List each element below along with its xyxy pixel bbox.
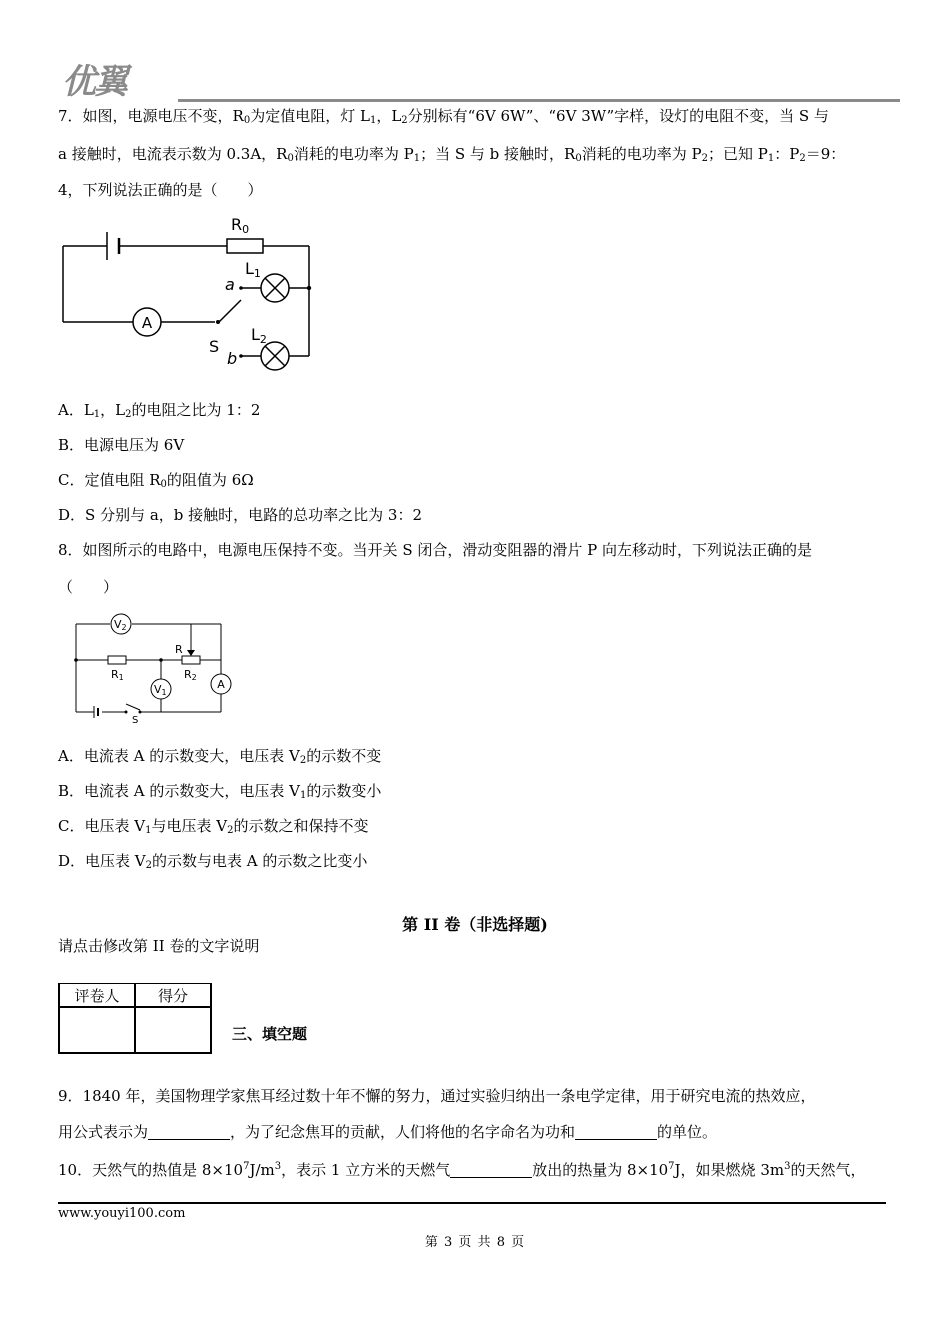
header-rule <box>178 99 900 102</box>
footer-url: www.youyi100.com <box>58 1206 186 1221</box>
q7-option-c: C．定值电阻 $R_0$的阻值为 6Ω <box>58 471 254 490</box>
q7-circuit-diagram <box>55 208 325 378</box>
svg-text:b: b <box>227 349 238 368</box>
svg-text:L2: L2 <box>251 325 267 346</box>
q7-line-2: a 接触时，电流表示数为 0.3A，$R_0$消耗的电功率为 $P_1$；当 S 与 b 接触时，$R_0$消耗的电功率为 $P_2$；已知 $P_1$：$P_2=9$： <box>58 145 846 164</box>
q7-option-b: B．电源电压为 6V <box>58 436 185 454</box>
svg-text:S: S <box>209 337 220 356</box>
svg-text:A: A <box>141 314 153 332</box>
q7-line-1: 7．如图，电源电压不变，$R_0$为定值电阻，灯 $L_1$，$L_2$分别标有“6V 6W”、“6V 3W”字样，设灯的电阻不变，当 S 与 <box>58 107 829 126</box>
answer-blank <box>450 1162 532 1178</box>
score-table-header-score: 得分 <box>135 984 211 1008</box>
q8-option-a: A．电流表 A 的示数变大，电压表 $V_2$的示数不变 <box>58 747 382 766</box>
svg-text:A: A <box>217 678 225 691</box>
score-table-header-grader: 评卷人 <box>59 984 135 1008</box>
r2-resistor <box>182 656 200 664</box>
q7-line-3: 4，下列说法正确的是（ ） <box>58 181 263 199</box>
q9-line-1: 9．1840 年，美国物理学家焦耳经过数十年不懈的努力，通过实验归纳出一条电学定律，用于研究电流的热效应， <box>58 1087 816 1105</box>
q9-line-2: 用公式表示为 ，为了纪念焦耳的贡献，人们将他的名字命名为功和 的单位。 <box>58 1123 718 1141</box>
logo: 优翼 <box>62 62 126 102</box>
part2-title: 第 II 卷（非选择题) <box>402 915 548 934</box>
q7-option-d: D．S 分别与 a，b 接触时，电路的总功率之比为 3：2 <box>58 506 423 524</box>
svg-text:R: R <box>175 643 183 656</box>
svg-text:R2: R2 <box>184 668 197 682</box>
answer-blank <box>148 1124 230 1140</box>
q8-option-c: C．电压表 $V_1$与电压表 $V_2$的示数之和保持不变 <box>58 817 369 836</box>
r0-resistor <box>227 239 263 253</box>
q8-option-b: B．电流表 A 的示数变大，电压表 $V_1$的示数变小 <box>58 782 382 801</box>
svg-text:R0: R0 <box>231 215 250 236</box>
part2-note: 请点击修改第 II 卷的文字说明 <box>58 937 260 955</box>
svg-text:R1: R1 <box>111 668 124 682</box>
lamp-l1-icon <box>261 274 289 302</box>
score-table-score-cell <box>135 1007 211 1053</box>
q8-circuit-diagram <box>66 612 236 724</box>
svg-text:V2: V2 <box>114 618 127 632</box>
svg-text:L1: L1 <box>245 259 261 280</box>
footer-rule <box>58 1202 886 1204</box>
lamp-l2-icon <box>261 342 289 370</box>
section-fill-in-title: 三、填空题 <box>232 1025 308 1043</box>
answer-blank <box>575 1124 657 1140</box>
q7-option-a: A．$L_1$，$L_2$的电阻之比为 1：2 <box>58 401 261 420</box>
page-number: 第 3 页 共 8 页 <box>424 1235 526 1250</box>
svg-text:S: S <box>132 715 139 724</box>
svg-text:a: a <box>225 275 235 294</box>
q8-line-2: （ ） <box>58 578 119 596</box>
svg-text:V1: V1 <box>154 683 167 697</box>
r1-resistor <box>108 656 126 664</box>
q10-line-1: 10．天然气的热值是 $8\times 10^7J/m^3$，表示 1 立方米的天燃气 放出的热量为 $8\times 10^7J$，如果燃烧 $3m^3$的天然气， <box>58 1161 866 1179</box>
q8-line-1: 8．如图所示的电路中，电源电压保持不变。当开关 S 闭合，滑动变阻器的滑片 P 向左移动时，下列说法正确的是 <box>58 541 812 559</box>
q8-option-d: D．电压表 $V_2$的示数与电表 A 的示数之比变小 <box>58 852 368 871</box>
score-table <box>58 983 212 1054</box>
score-table-grader-cell <box>59 1007 135 1053</box>
